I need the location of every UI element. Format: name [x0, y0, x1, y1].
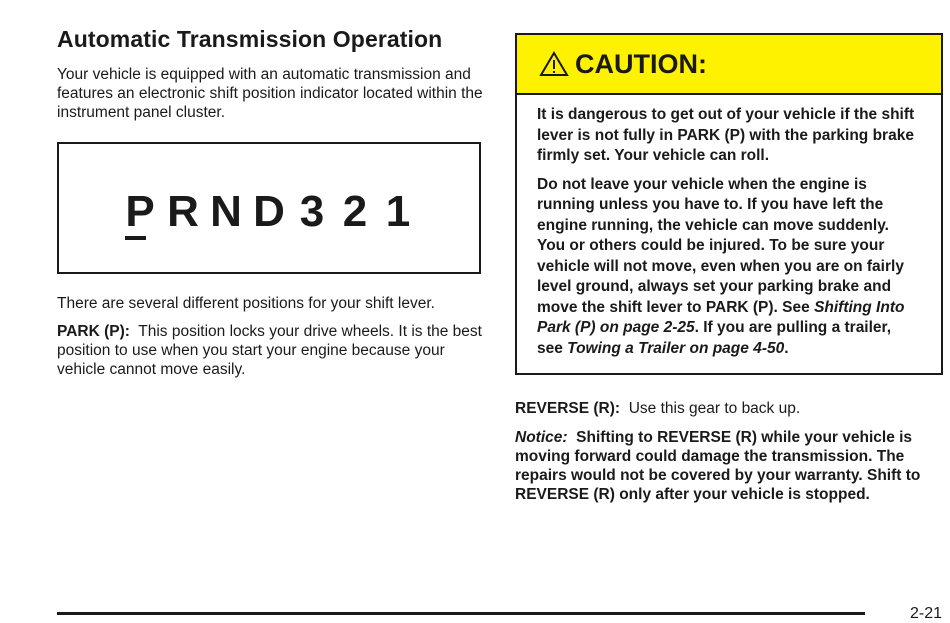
reverse-label: REVERSE (R): — [515, 400, 621, 417]
warning-triangle-icon — [539, 51, 569, 77]
gear-2: 2 — [342, 187, 368, 236]
notice-label: Notice: — [515, 429, 568, 446]
caution-paragraph-1: It is dangerous to get out of your vehicle if the shift lever is not fully in PARK (P) with the parking brake firmly set. Your vehicle can roll. — [537, 106, 915, 164]
caution-body — [517, 95, 941, 373]
gear-d: D — [253, 187, 285, 236]
shifting-into-park-reference: Shifting Into Park (P) on page 2-25 — [537, 298, 905, 336]
after-caution — [515, 399, 943, 504]
gear-p — [119, 187, 162, 236]
intro-paragraph: Your vehicle is equipped with an automatic transmission and features an electronic shift position indicator located within the instrument panel cluster. — [57, 66, 483, 121]
towing-trailer-reference: Towing a Trailer on page 4-50 — [567, 339, 785, 357]
park-label: PARK (P): — [57, 323, 130, 340]
caution-title: CAUTION: — [575, 48, 707, 79]
reverse-text: Use this gear to back up. — [628, 400, 801, 417]
right-column — [515, 33, 943, 504]
caution-paragraph-2 — [537, 175, 921, 360]
footer-rule — [57, 612, 865, 615]
notice-text: Shifting to REVERSE (R) while your vehicle is moving forward could damage the transmission. The repairs would not be covered by your warranty. Shift to REVERSE (R) only after your vehicle is stopped. — [515, 429, 921, 503]
left-column — [57, 26, 485, 388]
gear-3: 3 — [299, 187, 325, 236]
section-heading: Automatic Transmission Operation — [57, 26, 443, 52]
gear-list — [119, 182, 420, 234]
notice-paragraph — [515, 428, 943, 504]
selected-underline — [125, 236, 146, 240]
park-text: This position locks your drive wheels. It is the best position to use when you start your engine because your vehicle cannot move easily. — [57, 323, 482, 378]
caution-p2-text-a: Do not leave your vehicle when the engine is running unless you have to. If you have left the engine running, the vehicle can move suddenly. You or others could be injured. To be sure your vehicle will not move, even when you are on fairly level ground, always set your parking brake and move the shift lever to PARK (P). See — [537, 175, 904, 316]
gear-r: R — [167, 187, 199, 236]
shift-indicator-figure — [57, 142, 481, 274]
caution-p2-text-b: . If you are pulling a trailer, see — [537, 319, 892, 357]
gear-n: N — [210, 187, 242, 236]
positions-paragraph: There are several different positions for your shift lever. — [57, 295, 435, 312]
caution-box — [515, 33, 943, 375]
caution-p2-text-c: . — [784, 339, 789, 357]
caution-header — [517, 35, 941, 95]
gear-p-label: P — [125, 187, 155, 236]
gear-1: 1 — [385, 187, 411, 236]
reverse-paragraph — [515, 399, 943, 418]
park-paragraph — [57, 322, 485, 379]
page-number: 2-21 — [909, 605, 942, 622]
